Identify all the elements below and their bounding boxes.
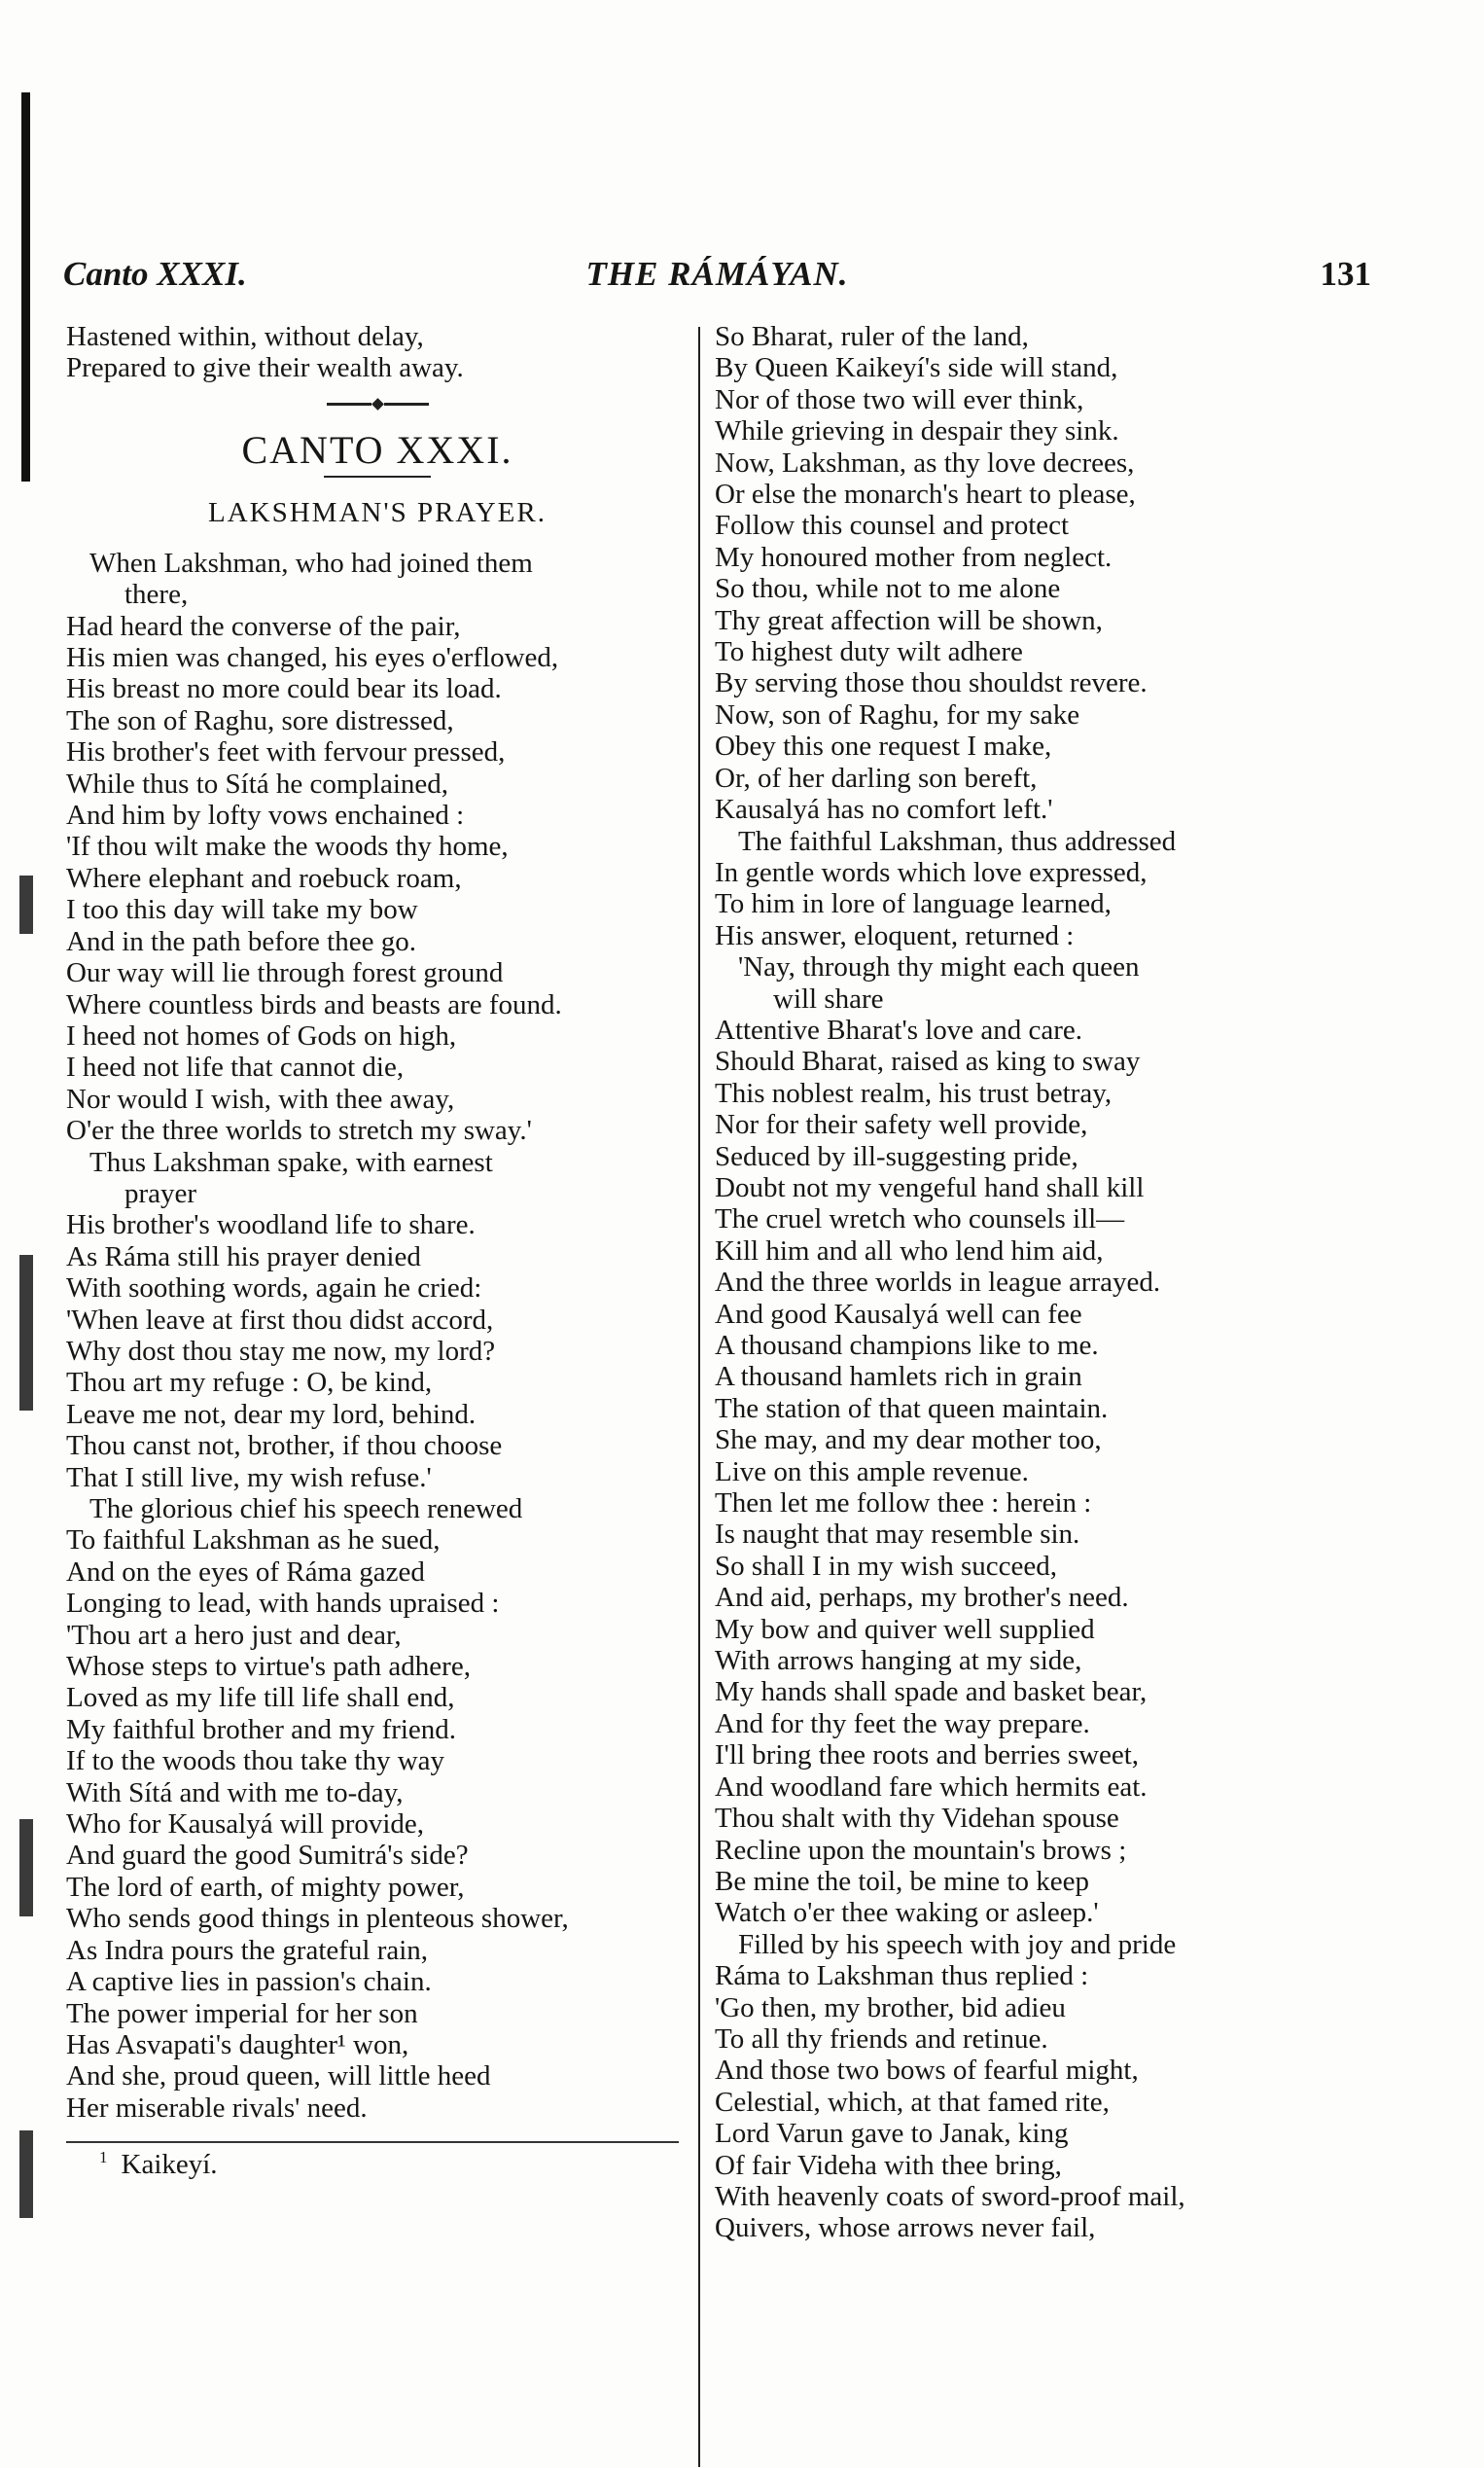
- verse-line: Nor of those two will ever think,: [715, 383, 1084, 415]
- verse-line: Celestial, which, at that famed rite,: [715, 2086, 1110, 2118]
- canto-subtitle: LAKSHMAN'S PRAYER.: [208, 496, 547, 528]
- canto-label: Canto XXXI.: [63, 255, 247, 293]
- verse-line: If to the woods thou take thy way: [66, 1745, 445, 1777]
- verse-line: That I still live, my wish refuse.': [66, 1461, 432, 1493]
- verse-line: So thou, while not to me alone: [715, 573, 1061, 605]
- verse-line: And him by lofty vows enchained :: [66, 800, 465, 832]
- verse-line: prayer: [124, 1177, 197, 1209]
- verse-line: Thou canst not, brother, if thou choose: [66, 1430, 503, 1462]
- verse-line: Recline upon the mountain's brows ;: [715, 1834, 1127, 1866]
- verse-line: Be mine the toil, be mine to keep: [715, 1865, 1089, 1897]
- verse-line: A thousand champions like to me.: [715, 1330, 1099, 1361]
- verse-line: Filled by his speech with joy and pride: [738, 1928, 1177, 1960]
- verse-line: Or else the monarch's heart to please,: [715, 479, 1136, 511]
- verse-line: And for thy feet the way prepare.: [715, 1707, 1090, 1739]
- verse-line: So Bharat, ruler of the land,: [715, 321, 1029, 352]
- verse-line: Nor for their safety well provide,: [715, 1109, 1088, 1141]
- verse-line: Had heard the converse of the pair,: [66, 610, 461, 642]
- verse-line: will share: [773, 983, 884, 1015]
- binding-mark: [19, 876, 33, 934]
- title-rule: [324, 476, 431, 478]
- verse-line: And aid, perhaps, my brother's need.: [715, 1582, 1129, 1614]
- verse-line: Should Bharat, raised as king to sway: [715, 1046, 1141, 1078]
- verse-line: And on the eyes of Ráma gazed: [66, 1556, 425, 1588]
- verse-line: Thou shalt with thy Videhan spouse: [715, 1803, 1119, 1835]
- verse-line: Is naught that may resemble sin.: [715, 1519, 1080, 1551]
- verse-line: Our way will lie through forest ground: [66, 957, 504, 989]
- section-ornament: [66, 388, 689, 417]
- running-head: [63, 255, 1371, 304]
- verse-line: As Ráma still his prayer denied: [66, 1240, 421, 1272]
- verse-line: And guard the good Sumitrá's side?: [66, 1840, 469, 1872]
- verse-line: Now, son of Raghu, for my sake: [715, 698, 1080, 731]
- verse-line: This noblest realm, his trust betray,: [715, 1077, 1113, 1109]
- verse-line: Or, of her darling son bereft,: [715, 762, 1038, 794]
- footnote-number: 1: [99, 2148, 108, 2167]
- right-column: [715, 321, 1386, 2244]
- verse-line: My faithful brother and my friend.: [66, 1713, 457, 1745]
- verse-line: Of fair Videha with thee bring,: [715, 2149, 1062, 2181]
- binding-mark: [19, 2130, 33, 2218]
- verse-line: A thousand hamlets rich in grain: [715, 1361, 1082, 1393]
- verse-line: Lord Varun gave to Janak, king: [715, 2118, 1069, 2150]
- verse-line: Watch o'er thee waking or asleep.': [715, 1897, 1099, 1929]
- verse-line: Loved as my life till life shall end,: [66, 1682, 455, 1714]
- verse-line: By Queen Kaikeyí's side will stand,: [715, 352, 1118, 384]
- verse-line: Prepared to give their wealth away.: [66, 352, 464, 384]
- verse-line: To all thy friends and retinue.: [715, 2022, 1048, 2055]
- verse-line: The faithful Lakshman, thus addressed: [738, 825, 1177, 857]
- verse-line: When Lakshman, who had joined them: [89, 547, 533, 579]
- book-title: THE RÁMÁYAN.: [585, 255, 849, 293]
- verse-line: Thus Lakshman spake, with earnest: [89, 1146, 493, 1178]
- verse-line: His answer, eloquent, returned :: [715, 919, 1075, 951]
- verse-line: With soothing words, again he cried:: [66, 1272, 482, 1305]
- verse-line: While thus to Sítá he complained,: [66, 768, 449, 800]
- verse-line: Follow this counsel and protect: [715, 510, 1070, 542]
- verse-line: The power imperial for her son: [66, 1997, 418, 2029]
- verse-line: Ráma to Lakshman thus replied :: [715, 1960, 1089, 1992]
- verse-line: Kill him and all who lend him aid,: [715, 1234, 1104, 1267]
- verse-line: A captive lies in passion's chain.: [66, 1966, 432, 1998]
- verse-line: 'Nay, through thy might each queen: [738, 951, 1140, 984]
- verse-line: To highest duty wilt adhere: [715, 636, 1023, 668]
- verse-line: The station of that queen maintain.: [715, 1392, 1109, 1424]
- left-column: [66, 321, 689, 2186]
- binding-mark: [19, 1255, 33, 1411]
- verse-line: Then let me follow thee : herein :: [715, 1487, 1092, 1520]
- intro-lines: [66, 321, 689, 384]
- verse-line: And the three worlds in league arrayed.: [715, 1267, 1161, 1299]
- verse-line: I too this day will take my bow: [66, 894, 418, 926]
- verse-line: To faithful Lakshman as he sued,: [66, 1524, 441, 1556]
- verse-line: Live on this ample revenue.: [715, 1455, 1029, 1487]
- verse-line: Seduced by ill-suggesting pride,: [715, 1140, 1078, 1172]
- verse-line: My bow and quiver well supplied: [715, 1613, 1095, 1645]
- right-verses: [715, 321, 1386, 2244]
- verse-line: 'Go then, my brother, bid adieu: [715, 1991, 1066, 2023]
- verse-line: Quivers, whose arrows never fail,: [715, 2212, 1096, 2244]
- verse-line: 'If thou wilt make the woods thy home,: [66, 831, 509, 863]
- verse-line: His breast no more could bear its load.: [66, 673, 502, 705]
- verse-line: She may, and my dear mother too,: [715, 1424, 1102, 1456]
- verse-line: Hastened within, without delay,: [66, 321, 424, 352]
- verse-line: And in the path before thee go.: [66, 925, 416, 957]
- verse-line: Obey this one request I make,: [715, 731, 1052, 763]
- verse-line: Has Asvapati's daughter¹ won,: [66, 2028, 409, 2060]
- verse-line: Now, Lakshman, as thy love decrees,: [715, 447, 1135, 479]
- verse-line: Where countless birds and beasts are found.: [66, 988, 562, 1020]
- verse-line: And good Kausalyá well can fee: [715, 1298, 1082, 1330]
- verse-line: The glorious chief his speech renewed: [89, 1493, 523, 1524]
- canto-title: CANTO XXXI.: [241, 427, 513, 472]
- verse-line: So shall I in my wish succeed,: [715, 1550, 1057, 1582]
- verse-line: 'When leave at first thou didst accord,: [66, 1304, 494, 1336]
- footnote: [66, 2143, 689, 2186]
- verse-line: And woodland fare which hermits eat.: [715, 1771, 1148, 1803]
- verse-line: O'er the three worlds to stretch my sway.': [66, 1115, 532, 1147]
- verse-line: Who for Kausalyá will provide,: [66, 1808, 425, 1841]
- verse-line: His brother's feet with fervour pressed,: [66, 736, 506, 769]
- verse-line: Doubt not my vengeful hand shall kill: [715, 1171, 1145, 1203]
- verse-line: 'Thou art a hero just and dear,: [66, 1619, 402, 1651]
- verse-line: Nor would I wish, with thee away,: [66, 1083, 455, 1115]
- verse-line: Kausalyá has no comfort left.': [715, 794, 1053, 826]
- verse-line: Thy great affection will be shown,: [715, 604, 1103, 636]
- footnote-text: Kaikeyí.: [121, 2149, 218, 2181]
- verse-line: With heavenly coats of sword-proof mail,: [715, 2180, 1185, 2212]
- verse-line: By serving those thou shouldst revere.: [715, 667, 1148, 699]
- verse-line: Leave me not, dear my lord, behind.: [66, 1398, 477, 1430]
- verse-line: I'll bring thee roots and berries sweet,: [715, 1739, 1140, 1771]
- verse-line: To him in lore of language learned,: [715, 888, 1112, 920]
- verse-line: The cruel wretch who counsels ill—: [715, 1203, 1125, 1235]
- column-divider: [698, 327, 700, 2467]
- page-number: 131: [1320, 255, 1371, 293]
- verse-line: His brother's woodland life to share.: [66, 1209, 476, 1241]
- binding-mark: [19, 1819, 33, 1916]
- verse-line: His mien was changed, his eyes o'erflowed,: [66, 642, 559, 674]
- verse-line: I heed not homes of Gods on high,: [66, 1019, 457, 1052]
- verse-line: My honoured mother from neglect.: [715, 541, 1113, 573]
- verse-line: My hands shall spade and basket bear,: [715, 1676, 1148, 1708]
- verse-line: Whose steps to virtue's path adhere,: [66, 1651, 471, 1683]
- verse-line: Longing to lead, with hands upraised :: [66, 1588, 500, 1620]
- verse-line: And she, proud queen, will little heed: [66, 2060, 491, 2092]
- verse-line: Where elephant and roebuck roam,: [66, 862, 462, 894]
- verse-line: With arrows hanging at my side,: [715, 1645, 1082, 1677]
- verse-line: there,: [124, 579, 189, 611]
- verse-line: As Indra pours the grateful rain,: [66, 1934, 429, 1966]
- verse-line: And those two bows of fearful might,: [715, 2055, 1139, 2087]
- left-verses: [66, 548, 689, 2124]
- verse-line: I heed not life that cannot die,: [66, 1052, 405, 1084]
- verse-line: Her miserable rivals' need.: [66, 2092, 368, 2124]
- verse-line: Who sends good things in plenteous shower,: [66, 1903, 569, 1935]
- binding-edge: [21, 92, 30, 482]
- verse-line: The lord of earth, of mighty power,: [66, 1871, 465, 1903]
- verse-line: The son of Raghu, sore distressed,: [66, 704, 454, 736]
- verse-line: Attentive Bharat's love and care.: [715, 1014, 1083, 1046]
- verse-line: In gentle words which love expressed,: [715, 856, 1148, 888]
- verse-line: While grieving in despair they sink.: [715, 415, 1119, 447]
- verse-line: Thou art my refuge : O, be kind,: [66, 1367, 433, 1399]
- verse-line: Why dost thou stay me now, my lord?: [66, 1335, 496, 1367]
- verse-line: With Sítá and with me to-day,: [66, 1776, 404, 1808]
